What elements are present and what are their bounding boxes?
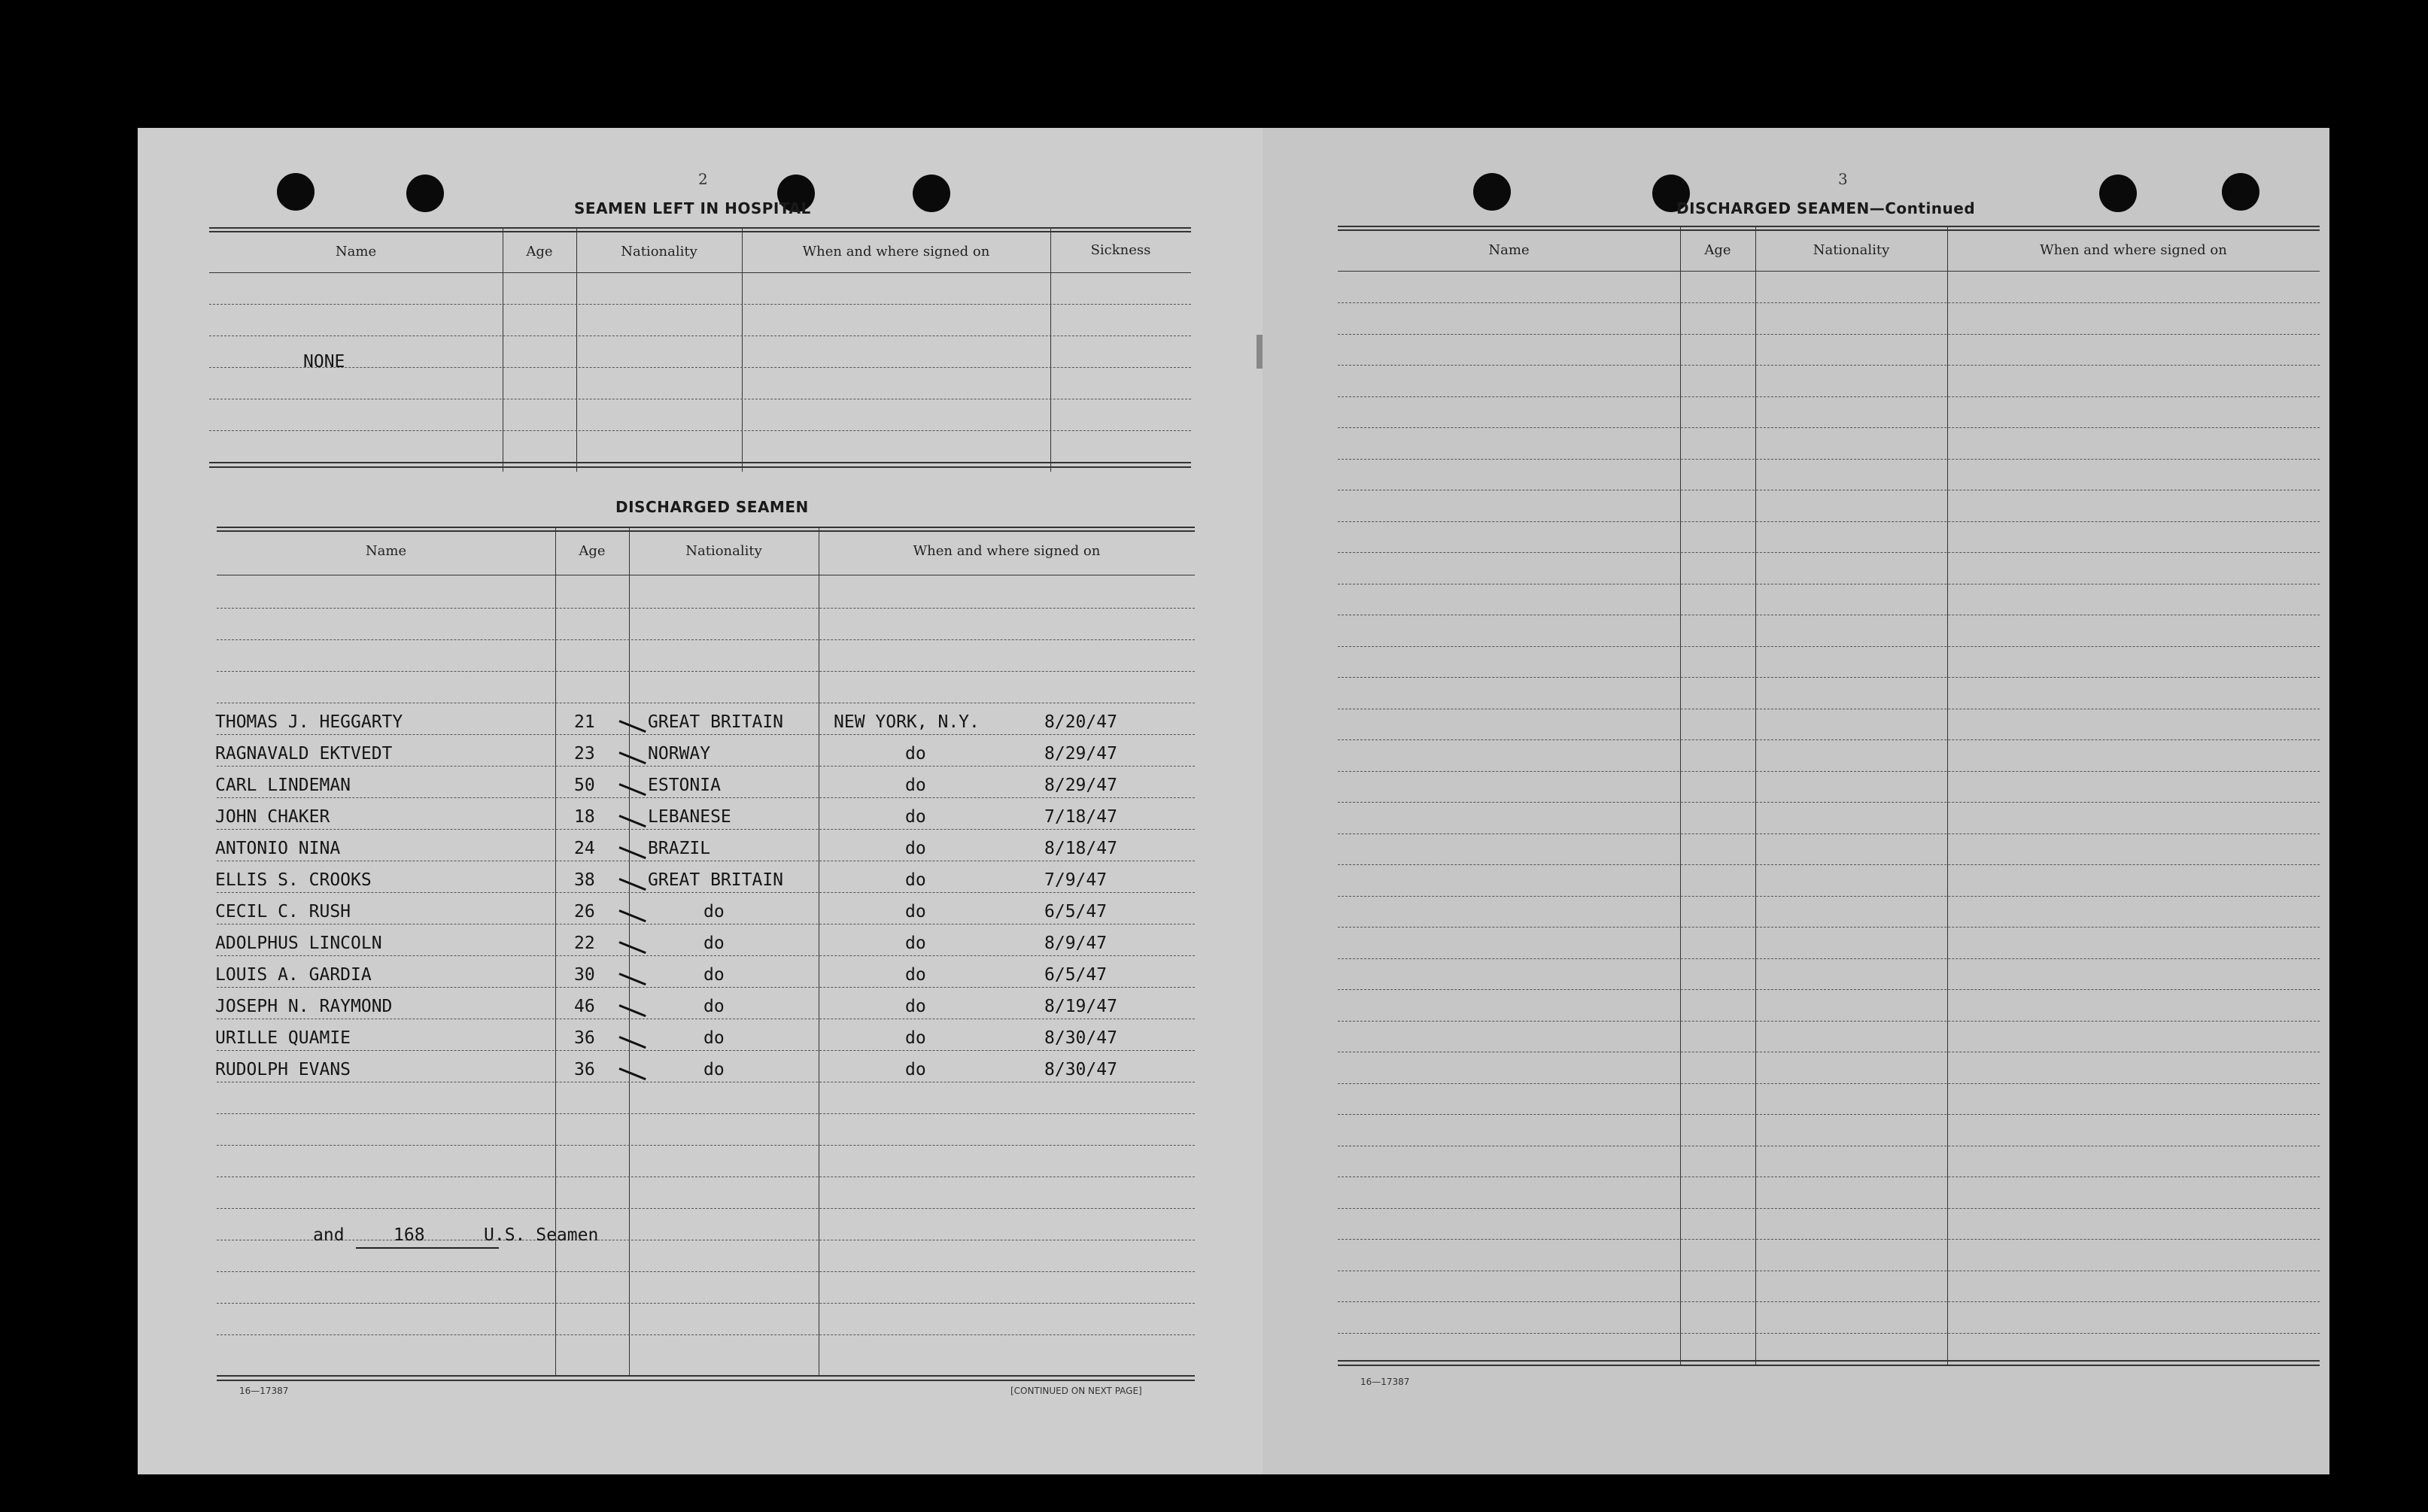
signed-on-place: do: [905, 776, 926, 795]
column-header-nationality: Nationality: [1813, 242, 1890, 258]
punch-hole: [2222, 173, 2259, 211]
continued-note: [CONTINUED ON NEXT PAGE]: [1010, 1386, 1142, 1396]
seaman-age: 18: [574, 807, 595, 827]
seaman-age: 36: [574, 1028, 595, 1048]
seaman-nationality: ESTONIA: [648, 776, 721, 795]
seaman-name: URILLE QUAMIE: [215, 1028, 351, 1048]
signed-on-date: 8/18/47: [1044, 839, 1117, 858]
discharged-continued-title: DISCHARGED SEAMEN—Continued: [1676, 199, 1976, 217]
seaman-name: RUDOLPH EVANS: [215, 1060, 351, 1079]
seaman-nationality: do: [703, 934, 725, 953]
seaman-age: 36: [574, 1060, 595, 1079]
seaman-nationality: do: [703, 902, 725, 921]
seaman-name: THOMAS J. HEGGARTY: [215, 712, 403, 732]
signed-on-date: 8/29/47: [1044, 744, 1117, 764]
column-header-name: Name: [365, 543, 407, 559]
seaman-name: ADOLPHUS LINCOLN: [215, 934, 382, 953]
column-header-signed-on: When and where signed on: [913, 543, 1101, 559]
us-seamen-count: 168: [394, 1225, 425, 1245]
signed-on-date: 8/30/47: [1044, 1060, 1117, 1079]
hospital-table: [209, 227, 1191, 475]
seaman-nationality: do: [703, 1060, 725, 1079]
seaman-nationality: LEBANESE: [648, 807, 731, 827]
signed-on-date: 6/5/47: [1044, 902, 1108, 921]
left-page: [138, 128, 1263, 1474]
signed-on-date: 8/29/47: [1044, 776, 1117, 795]
page-number: 2: [698, 170, 708, 188]
seaman-name: JOHN CHAKER: [215, 807, 330, 827]
signed-on-place: do: [905, 744, 926, 764]
form-number: 16—17387: [239, 1386, 289, 1396]
seaman-name: CECIL C. RUSH: [215, 902, 351, 921]
signed-on-date: 7/9/47: [1044, 870, 1108, 890]
punch-hole: [406, 175, 444, 212]
signed-on-date: 8/19/47: [1044, 997, 1117, 1016]
seaman-age: 38: [574, 870, 595, 890]
signed-on-date: 6/5/47: [1044, 965, 1108, 985]
seaman-name: CARL LINDEMAN: [215, 776, 351, 795]
seaman-nationality: GREAT BRITAIN: [648, 712, 784, 732]
signed-on-place: do: [905, 934, 926, 953]
hospital-entry-none: NONE: [303, 352, 345, 372]
seaman-nationality: do: [703, 1028, 725, 1048]
seaman-nationality: GREAT BRITAIN: [648, 870, 784, 890]
seaman-age: 23: [574, 744, 595, 764]
hospital-section-title: SEAMEN LEFT IN HOSPITAL: [574, 199, 811, 217]
column-header-sickness: Sickness: [1090, 242, 1151, 258]
punch-hole: [913, 175, 950, 212]
column-header-age: Age: [579, 543, 606, 559]
us-seamen-suffix: U.S. Seamen: [484, 1225, 599, 1245]
punch-hole: [2099, 175, 2137, 212]
column-header-signed-on: When and where signed on: [802, 244, 990, 260]
seaman-age: 26: [574, 902, 595, 921]
column-header-name: Name: [335, 244, 377, 260]
seaman-age: 21: [574, 712, 595, 732]
seaman-name: ANTONIO NINA: [215, 839, 341, 858]
column-header-age: Age: [526, 244, 553, 260]
us-seamen-prefix: and: [313, 1225, 345, 1245]
signed-on-place: do: [905, 839, 926, 858]
signed-on-date: 8/9/47: [1044, 934, 1108, 953]
seaman-name: RAGNAVALD EKTVEDT: [215, 744, 393, 764]
seaman-age: 24: [574, 839, 595, 858]
ledger-sheet: [138, 128, 2329, 1474]
signed-on-place: do: [905, 1028, 926, 1048]
signed-on-date: 8/30/47: [1044, 1028, 1117, 1048]
seaman-nationality: do: [703, 965, 725, 985]
discharged-section-title: DISCHARGED SEAMEN: [615, 498, 809, 516]
column-header-age: Age: [1704, 242, 1731, 258]
signed-on-place: do: [905, 1060, 926, 1079]
signed-on-place: do: [905, 870, 926, 890]
signed-on-place: do: [905, 902, 926, 921]
page-number: 3: [1838, 170, 1848, 188]
seaman-nationality: NORWAY: [648, 744, 711, 764]
seaman-age: 46: [574, 997, 595, 1016]
signed-on-place: NEW YORK, N.Y.: [834, 712, 980, 732]
right-page: [1263, 128, 2329, 1474]
seaman-name: LOUIS A. GARDIA: [215, 965, 372, 985]
punch-hole: [277, 173, 315, 211]
seaman-name: ELLIS S. CROOKS: [215, 870, 372, 890]
seaman-age: 30: [574, 965, 595, 985]
column-header-signed-on: When and where signed on: [2040, 242, 2227, 258]
punch-hole: [1473, 173, 1511, 211]
form-number: 16—17387: [1360, 1377, 1410, 1387]
column-header-nationality: Nationality: [685, 543, 762, 559]
seaman-age: 22: [574, 934, 595, 953]
signed-on-place: do: [905, 807, 926, 827]
seaman-age: 50: [574, 776, 595, 795]
discharged-continued-table: [1338, 226, 2320, 1369]
column-header-name: Name: [1488, 242, 1530, 258]
discharged-table: [217, 527, 1195, 1388]
signed-on-place: do: [905, 997, 926, 1016]
seaman-name: JOSEPH N. RAYMOND: [215, 997, 393, 1016]
signed-on-place: do: [905, 965, 926, 985]
us-seamen-count-underline: [356, 1247, 499, 1249]
signed-on-date: 7/18/47: [1044, 807, 1117, 827]
column-header-nationality: Nationality: [621, 244, 697, 260]
seaman-nationality: do: [703, 997, 725, 1016]
signed-on-date: 8/20/47: [1044, 712, 1117, 732]
seaman-nationality: BRAZIL: [648, 839, 711, 858]
